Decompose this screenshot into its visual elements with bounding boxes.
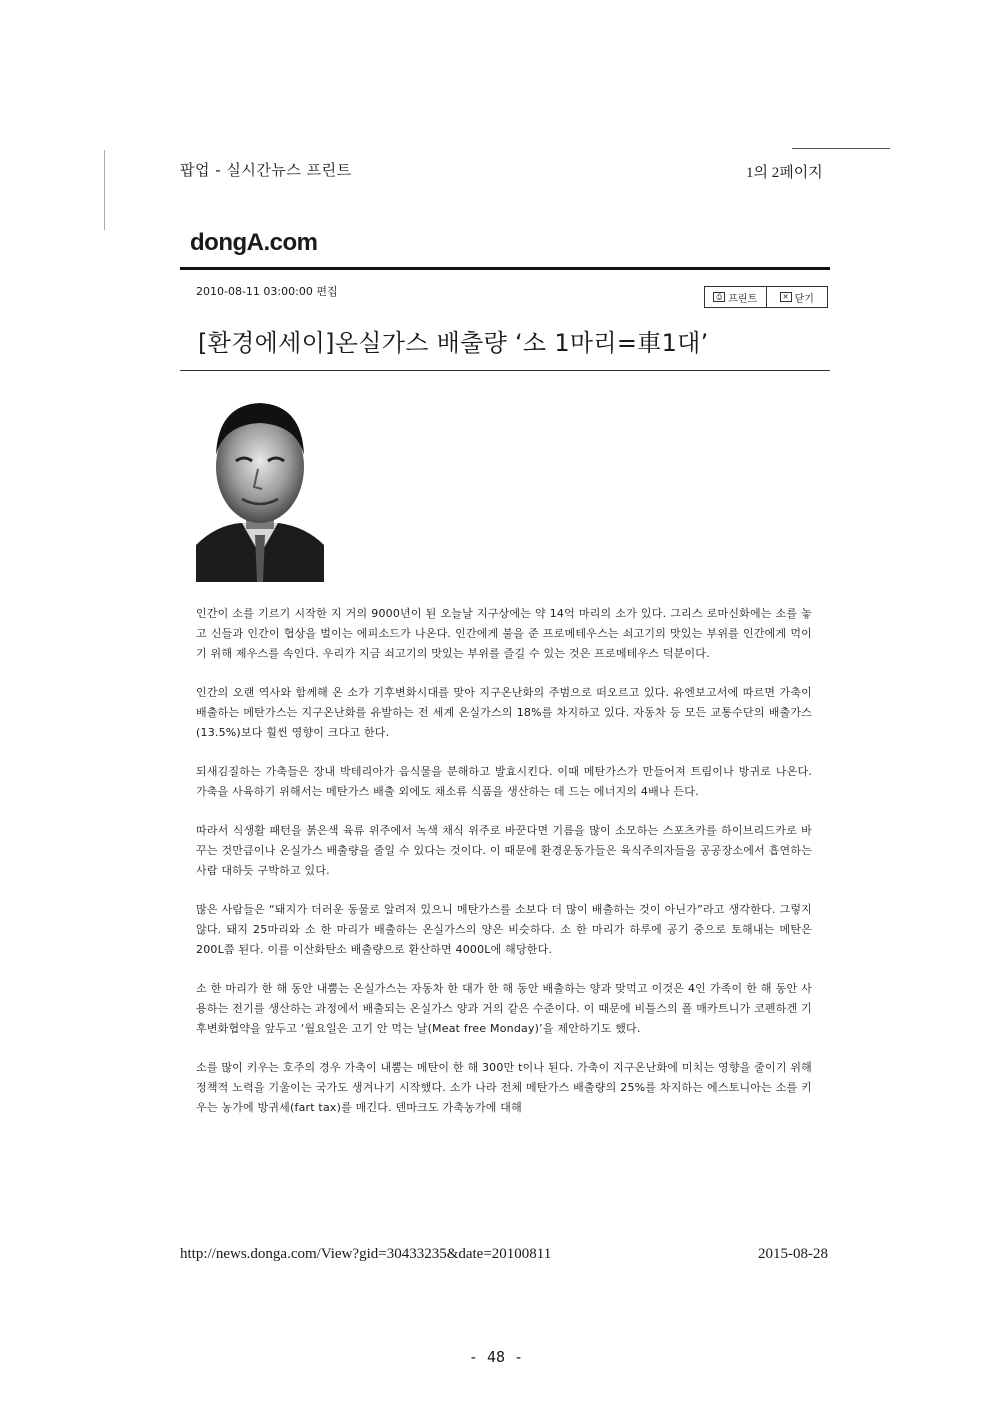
- top-rule: [792, 148, 890, 149]
- footer-date: 2015-08-28: [758, 1246, 828, 1262]
- close-button[interactable]: [766, 287, 828, 307]
- print-header-title: 팝업 - 실시간뉴스 프린트: [180, 161, 352, 179]
- article-paragraph: 소를 많이 키우는 호주의 경우 가축이 내뿜는 메탄이 한 해 300만 t이나 된다. 가축이 지구온난화에 미치는 영향을 줄이기 위해 정책적 노력을 기울이는 국가도 생겨나기 시작했다. 소가 나라 전체 메탄가스 배출량의 25%를 차지하는 에스토니아는 소를 키우는 농가에 방귀세(fart tax)를 매긴다. 덴마크도 가축농가에 대해: [196, 1061, 812, 1114]
- close-icon: ✕: [780, 292, 792, 302]
- headline-divider: [180, 370, 830, 371]
- print-button[interactable]: [705, 287, 766, 307]
- article-paragraph: 인간의 오랜 역사와 함께해 온 소가 기후변화시대를 맞아 지구온난화의 주범으로 떠오르고 있다. 유엔보고서에 따르면 가축이 배출하는 메탄가스는 지구온난화를 유발하는 전 세계 온실가스의 18%를 차지하고 있다. 자동차 등 모든 교통수단의 배출가스(13.5%)보다 훨씬 영향이 크다고 한다.: [196, 686, 812, 739]
- article-paragraph: 많은 사람들은 “돼지가 더러운 동물로 알려져 있으니 메탄가스를 소보다 더 많이 배출하는 것이 아닌가”라고 생각한다. 그렇지 않다. 돼지 25마리와 소 한 마리가 배출하는 온실가스의 양은 비슷하다. 소 한 마리가 하루에 공기 중으로 토해내는 메탄은 200L쯤 된다. 이를 이산화탄소 배출량으로 환산하면 4000L에 해당한다.: [196, 903, 812, 956]
- print-button-label: 프린트: [728, 293, 758, 305]
- printer-icon: ⎙: [713, 292, 725, 302]
- article-body: [196, 604, 812, 1137]
- article-date: 2010-08-11 03:00:00 편집: [196, 285, 338, 298]
- scan-margin-line: [104, 150, 105, 230]
- close-button-label: 닫기: [794, 293, 814, 305]
- page-indicator: 1의 2페이지: [746, 165, 823, 181]
- article-paragraph: 소 한 마리가 한 해 동안 내뿜는 온실가스는 자동차 한 대가 한 해 동안 배출하는 양과 맞먹고 이것은 4인 가족이 한 해 동안 사용하는 전기를 생산하는 과정에서 배출되는 온실가스 양과 거의 같은 수준이다. 이 때문에 비틀스의 폴 매카트니가 코펜하겐 기후변화협약을 앞두고 ‘월요일은 고기 안 먹는 날(Meat free Monday)’을 제안하기도 했다.: [196, 982, 812, 1035]
- logo-divider: [180, 267, 830, 270]
- footer-url[interactable]: http://news.donga.com/View?gid=30433235&date=20100811: [180, 1246, 552, 1262]
- article-headline: [환경에세이]온실가스 배출량 ‘소 1마리=車1대’: [198, 329, 709, 357]
- author-photo: [196, 395, 324, 582]
- print-close-buttons: [704, 286, 828, 308]
- article-paragraph: 따라서 식생활 패턴을 붉은색 육류 위주에서 녹색 채식 위주로 바꾼다면 기름을 많이 소모하는 스포츠카를 하이브리드카로 바꾸는 것만큼이나 온실가스 배출량을 줄일 수 있다는 것이다. 이 때문에 환경운동가들은 육식주의자들을 공공장소에서 흡연하는 사람 대하듯 구박하고 있다.: [196, 824, 812, 877]
- page-number: - 48 -: [468, 1348, 524, 1366]
- article-paragraph: 인간이 소를 기르기 시작한 지 거의 9000년이 된 오늘날 지구상에는 약 14억 마리의 소가 있다. 그리스 로마신화에는 소를 놓고 신들과 인간이 협상을 벌이는 에피소드가 나온다. 인간에게 불을 준 프로메테우스는 쇠고기의 맛있는 부위를 인간에게 먹이기 위해 제우스를 속인다. 우리가 지금 쇠고기의 맛있는 부위를 즐길 수 있는 것은 프로메테우스 덕분이다.: [196, 607, 812, 660]
- article-paragraph: 되새김질하는 가축들은 장내 박테리아가 음식물을 분해하고 발효시킨다. 이때 메탄가스가 만들어져 트림이나 방귀로 나온다. 가축을 사육하기 위해서는 메탄가스 배출 외에도 채소류 식품을 생산하는 데 드는 에너지의 4배나 든다.: [196, 765, 812, 798]
- site-logo[interactable]: dongA.com: [190, 229, 318, 256]
